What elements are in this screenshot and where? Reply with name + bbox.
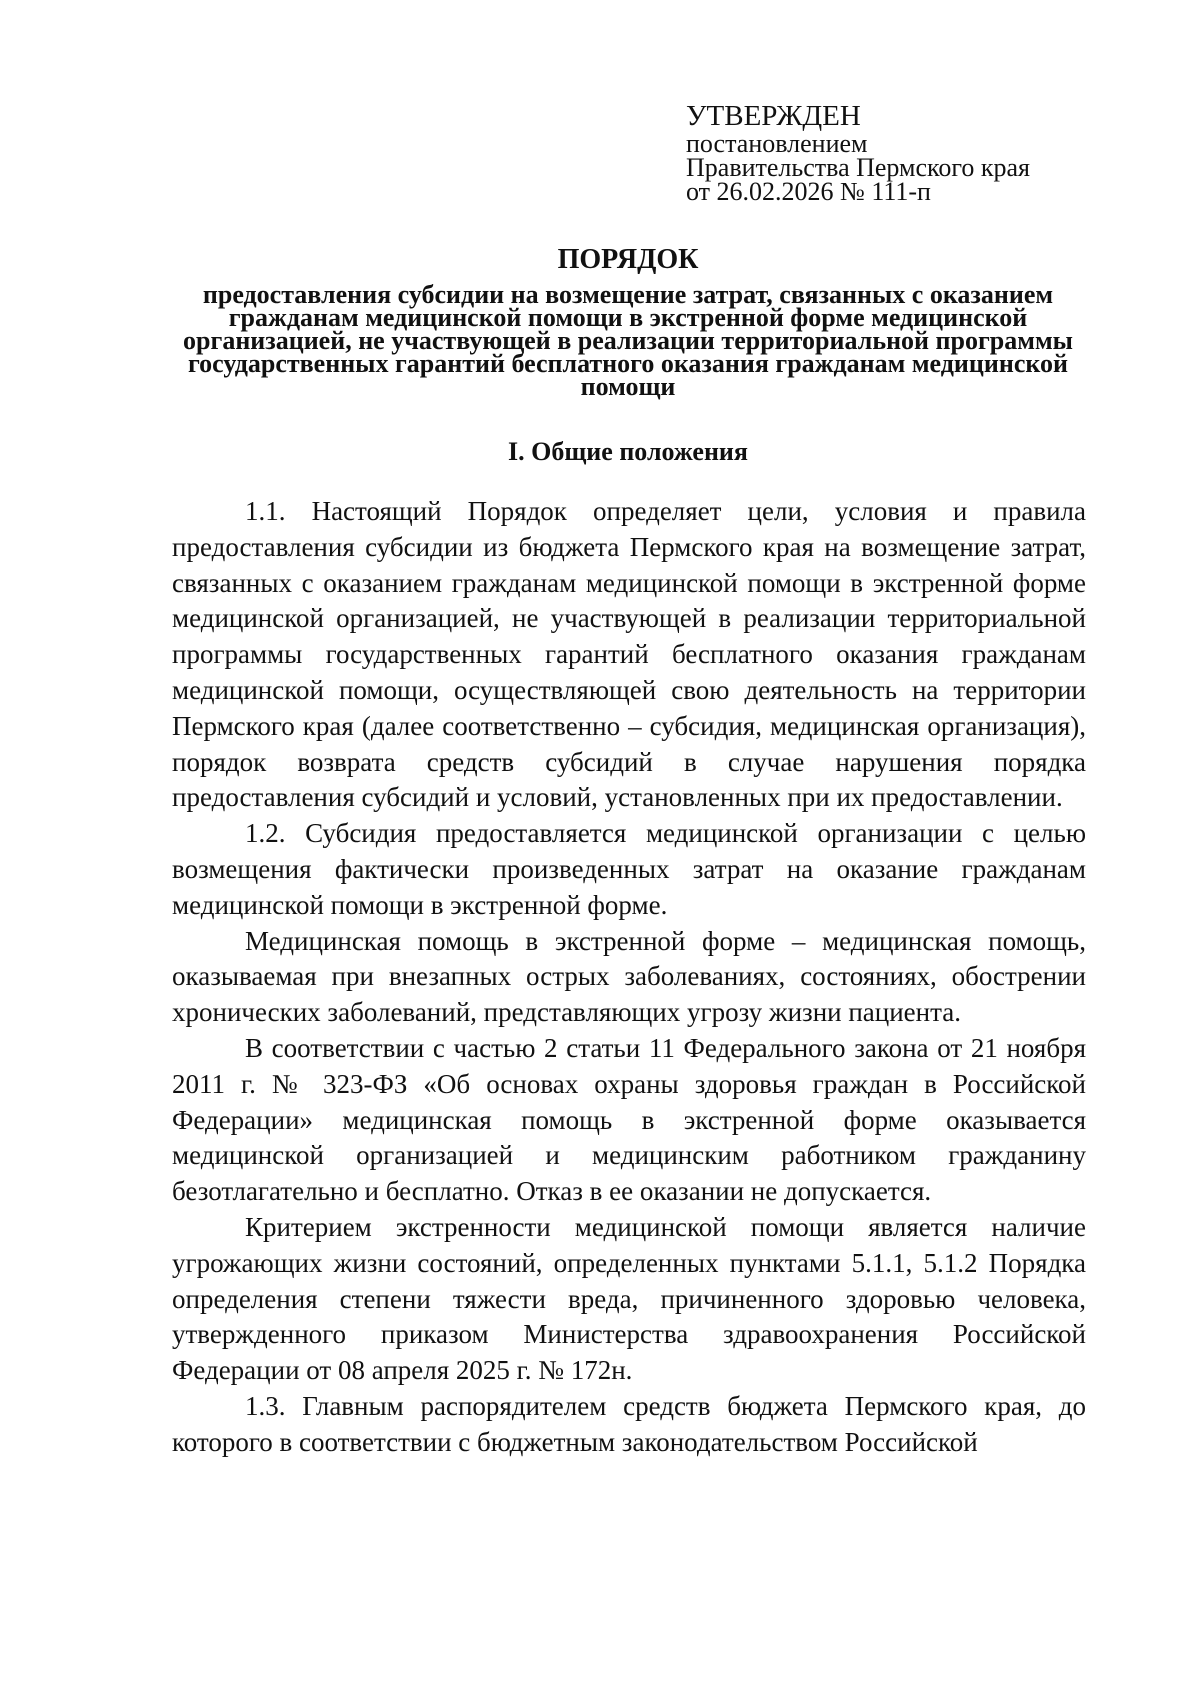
paragraph: 1.1. Настоящий Порядок определяет цели, условия и правила предоставления субсидии из бюджета Пермского края на возмещение затрат, связанных с оказанием гражданам медицинской помощи в экстренной форме медицинской организацией, не участвующей в реализации территориальной программы государственных гарантий бесплатного оказания гражданам медицинской помощи, осуществляющей свою деятельность на территории Пермского края (далее соответственно – субсидия, медицинская организация), порядок возврата средств субсидий в случае нарушения порядка предоставления субсидий и условий, установленных при их предоставлении. [172, 496, 1086, 813]
approval-line: постановлением [686, 129, 868, 158]
paragraph: В соответствии с частью 2 статьи 11 Федерального закона от 21 ноября 2011 г. № 323-ФЗ «Об основах охраны здоровья граждан в Российской Федерации» медицинская помощь в экстренной форме оказывается медицинской организацией и медицинским работником гражданину безотлагательно и бесплатно. Отказ в ее оказании не допускается. [172, 1032, 1086, 1207]
approval-line: Правительства Пермского края [686, 153, 1030, 182]
document-subtitle: предоставления субсидии на возмещение затрат, связанных с оказанием гражданам медицинской помощи в экстренной форме медицинской организацией, не участвующей в реализации территориальной программы государственных гарантий бесплатного оказания гражданам медицинской помощи [183, 280, 1073, 401]
section-heading: I. Общие положения [508, 437, 748, 466]
document-title: ПОРЯДОК [557, 244, 699, 275]
approval-heading: УТВЕРЖДЕН [686, 100, 861, 132]
paragraph: Критерием экстренности медицинской помощи является наличие угрожающих жизни состояний, определенных пунктами 5.1.1, 5.1.2 Порядка определения степени тяжести вреда, причиненного здоровью человека, утвержденного приказом Министерства здравоохранения Российской Федерации от 08 апреля 2025 г. № 172н. [172, 1211, 1086, 1386]
approval-stamp [686, 100, 1106, 204]
approval-line: от 26.02.2026 № 111-п [686, 177, 931, 206]
paragraph: 1.3. Главным распорядителем средств бюджета Пермского края, до которого в соответствии с бюджетным законодательством Российской [172, 1390, 1086, 1457]
body-text [172, 494, 1086, 1461]
paragraph: 1.2. Субсидия предоставляется медицинской организации с целью возмещения фактически произведенных затрат на оказание гражданам медицинской помощи в экстренной форме. [172, 818, 1086, 920]
paragraph: Медицинская помощь в экстренной форме – медицинская помощь, оказываемая при внезапных острых заболеваниях, состояниях, обострении хронических заболеваний, представляющих угрозу жизни пациента. [172, 925, 1086, 1028]
